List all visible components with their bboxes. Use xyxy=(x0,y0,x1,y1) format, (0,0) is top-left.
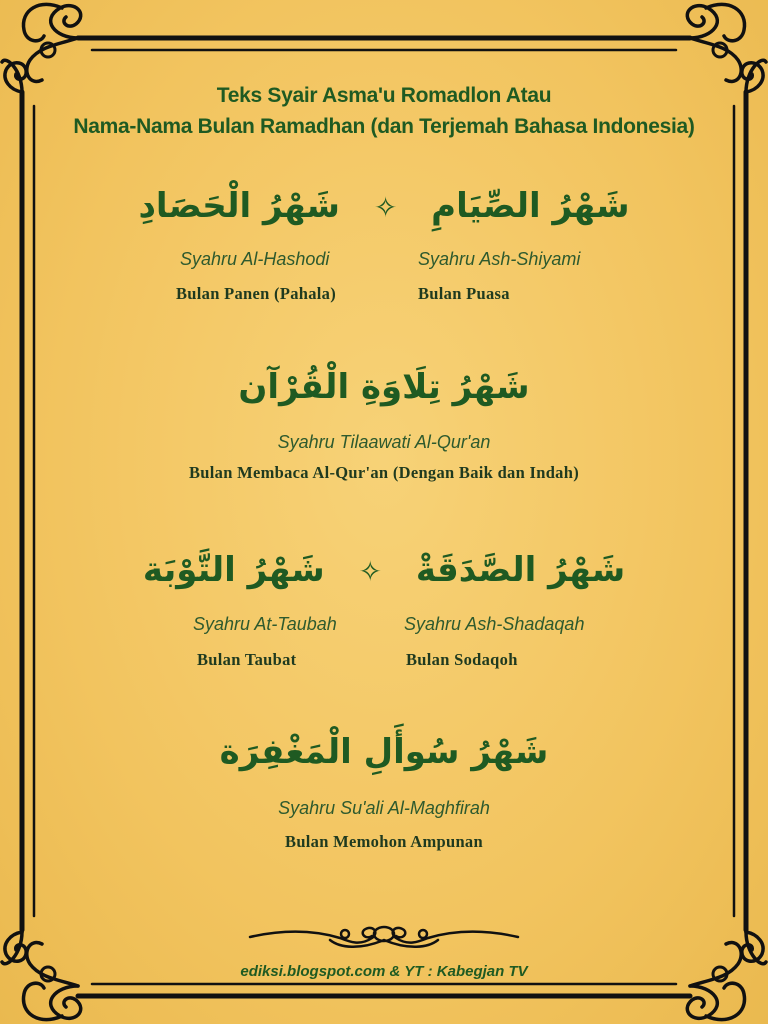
arabic-syahru-at-taubah: شَهْرُ التَّوْبَة xyxy=(142,550,325,590)
arabic-row-3 xyxy=(0,550,768,590)
arabic-row-1 xyxy=(0,186,768,226)
meaning-at-taubah: Bulan Taubat xyxy=(197,650,297,669)
arabic-syahru-suali-al-maghfirah: شَهْرُ سُوأَلِ الْمَغْفِرَة xyxy=(219,732,549,772)
translit-at-taubah: Syahru At-Taubah xyxy=(193,614,337,634)
divider-ornament xyxy=(250,927,518,947)
translit-suali-al-maghfirah: Syahru Su'ali Al-Maghfirah xyxy=(278,798,490,818)
sparkle-separator-icon: ✧ xyxy=(373,191,398,224)
translit-ash-shadaqah: Syahru Ash-Shadaqah xyxy=(404,614,585,634)
meaning-suali-al-maghfirah: Bulan Memohon Ampunan xyxy=(285,832,483,851)
page-title-line-1: Teks Syair Asma'u Romadlon Atau xyxy=(216,84,552,107)
sparkle-separator-icon: ✧ xyxy=(358,555,383,588)
footer-credit: ediksi.blogspot.com & YT : Kabegjan TV xyxy=(240,963,528,980)
translit-al-hashodi: Syahru Al-Hashodi xyxy=(180,249,330,269)
page-title-line-2: Nama-Nama Bulan Ramadhan (dan Terjemah Bahasa Indonesia) xyxy=(73,115,695,138)
meaning-ash-shadaqah: Bulan Sodaqoh xyxy=(406,650,518,669)
meaning-al-hashodi: Bulan Panen (Pahala) xyxy=(176,284,337,303)
arabic-syahru-tilaawati-al-quran: شَهْرُ تِلَاوَةِ الْقُرْآن xyxy=(238,367,530,407)
meaning-tilaawati-al-quran: Bulan Membaca Al-Qur'an (Dengan Baik dan Indah) xyxy=(188,463,579,482)
arabic-syahru-ash-shiyami: شَهْرُ الصِّيَامِ xyxy=(431,186,630,226)
meaning-ash-shiyami: Bulan Puasa xyxy=(418,284,510,303)
arabic-syahru-ash-shadaqah: شَهْرُ الصَّدَقَةْ xyxy=(415,550,626,590)
arabic-syahru-al-hashodi: شَهْرُ الْحَصَادِ xyxy=(138,186,340,226)
translit-ash-shiyami: Syahru Ash-Shiyami xyxy=(418,249,581,269)
translit-tilaawati-al-quran: Syahru Tilaawati Al-Qur'an xyxy=(277,432,491,452)
